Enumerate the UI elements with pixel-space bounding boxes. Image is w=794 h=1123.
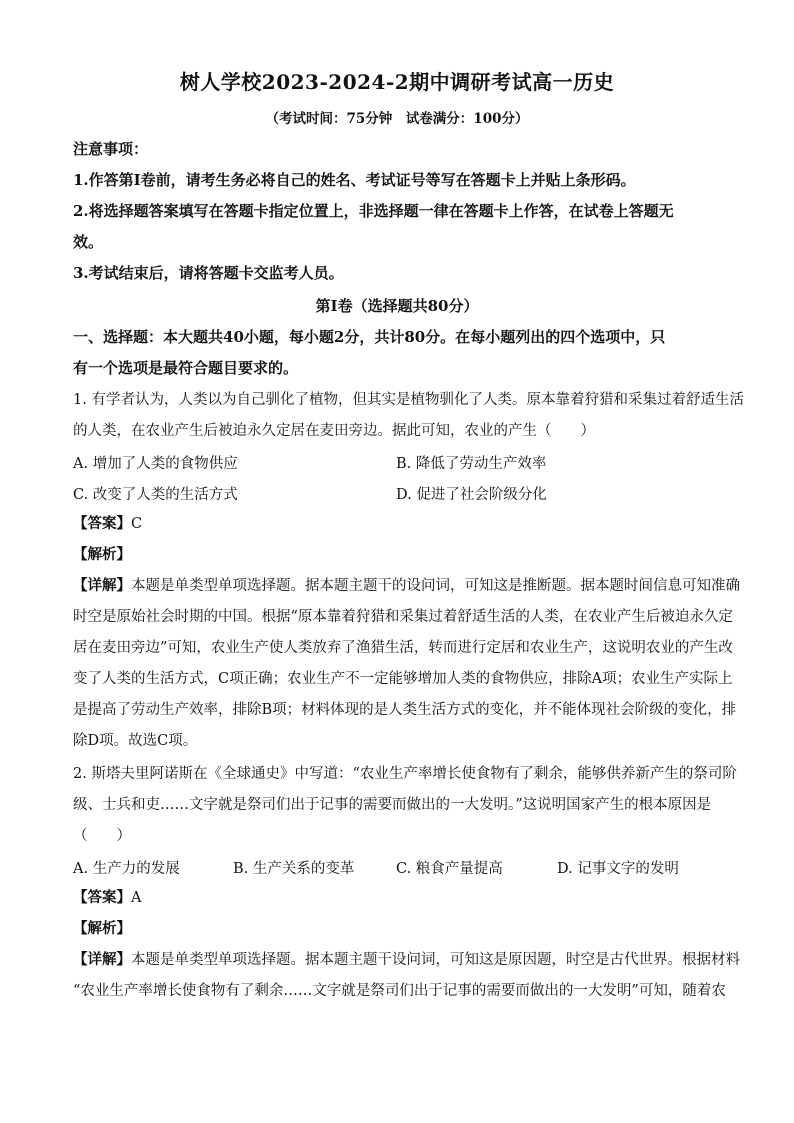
notice-item-2-line-1: 2.将选择题答案填写在答题卡指定位置上，非选择题一律在答题卡上作答，在试卷上答题无 bbox=[73, 202, 674, 220]
q1-stem-line-1: 1. 有学者认为，人类以为自己驯化了植物，但其实是植物驯化了人类。原本靠着狩猎和采集过着舒适生活 bbox=[73, 392, 744, 408]
q1-explanation-line-5: 是提高了劳动生产效率，排除B项；材料体现的是人类生活方式的变化，并不能体现社会阶级的变化，排 bbox=[73, 702, 737, 718]
answer-tag: 【答案】 bbox=[73, 889, 131, 906]
q1-answer-value: C bbox=[131, 516, 143, 532]
q1-explanation-line-2: 时空是原始社会时期的中国。根据“原本靠着狩猎和采集过着舒适生活的人类，在农业产生后被迫永久定 bbox=[73, 609, 733, 625]
q2-answer bbox=[73, 888, 723, 908]
section-instruction-line-2: 有一个选项是最符合题目要求的。 bbox=[73, 359, 299, 377]
notice-item-1: 1.作答第Ⅰ卷前，请考生务必将自己的姓名、考试证号等写在答题卡上并贴上条形码。 bbox=[73, 171, 636, 189]
q2-stem-line-3: （ ） bbox=[73, 828, 131, 844]
q1-explanation-line-4: 变了人类的生活方式，C项正确；农业生产不一定能够增加人类的食物供应，排除A项；农业生产实际上 bbox=[73, 671, 733, 687]
exam-title: 树人学校2023-2024-2期中调研考试高一历史 bbox=[179, 70, 615, 94]
q2-answer-value: A bbox=[131, 890, 142, 906]
q1-explanation-line-3: 居在麦田旁边”可知，农业生产使人类放弃了渔猎生活，转而进行定居和农业生产，这说明农业的产生改 bbox=[73, 640, 733, 656]
detail-tag: 【详解】 bbox=[73, 577, 131, 594]
detail-tag: 【详解】 bbox=[73, 951, 131, 968]
q2-analysis-tag bbox=[73, 919, 723, 939]
q2-option-a: A. 生产力的发展 bbox=[73, 861, 180, 877]
section-title: 第Ⅰ卷（选择题共80分） bbox=[315, 297, 479, 315]
exam-subtitle: （考试时间：75分钟 试卷满分：100分） bbox=[265, 111, 529, 127]
q1-stem-line-2: 的人类，在农业产生后被迫永久定居在麦田旁边。据此可知，农业的产生（ ） bbox=[73, 423, 595, 439]
q2-stem-line-2: 级、士兵和吏……文字就是祭司们出于记事的需要而做出的一大发明。”这说明国家产生的根本原因是 bbox=[73, 797, 712, 813]
q1-option-a: A. 增加了人类的食物供应 bbox=[73, 456, 238, 472]
q1-option-b: B. 降低了劳动生产效率 bbox=[396, 456, 547, 472]
q2-option-b: B. 生产关系的变革 bbox=[233, 861, 355, 877]
q2-stem-line-1: 2. 斯塔夫里阿诺斯在《全球通史》中写道：“农业生产率增长使食物有了剩余，能够供养新产生的祭司阶 bbox=[73, 766, 737, 782]
analysis-tag: 【解析】 bbox=[73, 920, 131, 937]
q1-explanation-line-1 bbox=[73, 576, 740, 596]
q1-explanation-text-1: 本题是单类型单项选择题。据本题主题干的设问词，可知这是推断题。据本题时间信息可知准确 bbox=[131, 578, 740, 594]
analysis-tag: 【解析】 bbox=[73, 546, 131, 563]
q2-option-d: D. 记事文字的发明 bbox=[557, 861, 679, 877]
section-instruction-line-1: 一、选择题：本大题共40小题，每小题2分，共计80分。在每小题列出的四个选项中，只 bbox=[73, 328, 666, 346]
q1-answer bbox=[73, 514, 723, 534]
q1-analysis-tag bbox=[73, 545, 723, 565]
q2-option-c: C. 粮食产量提高 bbox=[396, 861, 503, 877]
notice-heading: 注意事项： bbox=[73, 140, 149, 158]
q1-option-c: C. 改变了人类的生活方式 bbox=[73, 487, 238, 503]
answer-tag: 【答案】 bbox=[73, 515, 131, 532]
q1-option-d: D. 促进了社会阶级分化 bbox=[396, 487, 547, 503]
notice-item-2-line-2: 效。 bbox=[73, 233, 104, 251]
q2-explanation-line-1 bbox=[73, 950, 740, 970]
q2-explanation-line-2: “农业生产率增长使食物有了剩余……文字就是祭司们出于记事的需要而做出的一大发明”可知，随着农 bbox=[73, 983, 726, 999]
notice-item-3: 3.考试结束后，请将答题卡交监考人员。 bbox=[73, 264, 344, 282]
q2-explanation-text-1: 本题是单类型单项选择题。据本题主题干设问词，可知这是原因题，时空是古代世界。根据材料 bbox=[131, 952, 740, 968]
q1-explanation-line-6: 除D项。故选C项。 bbox=[73, 733, 198, 749]
